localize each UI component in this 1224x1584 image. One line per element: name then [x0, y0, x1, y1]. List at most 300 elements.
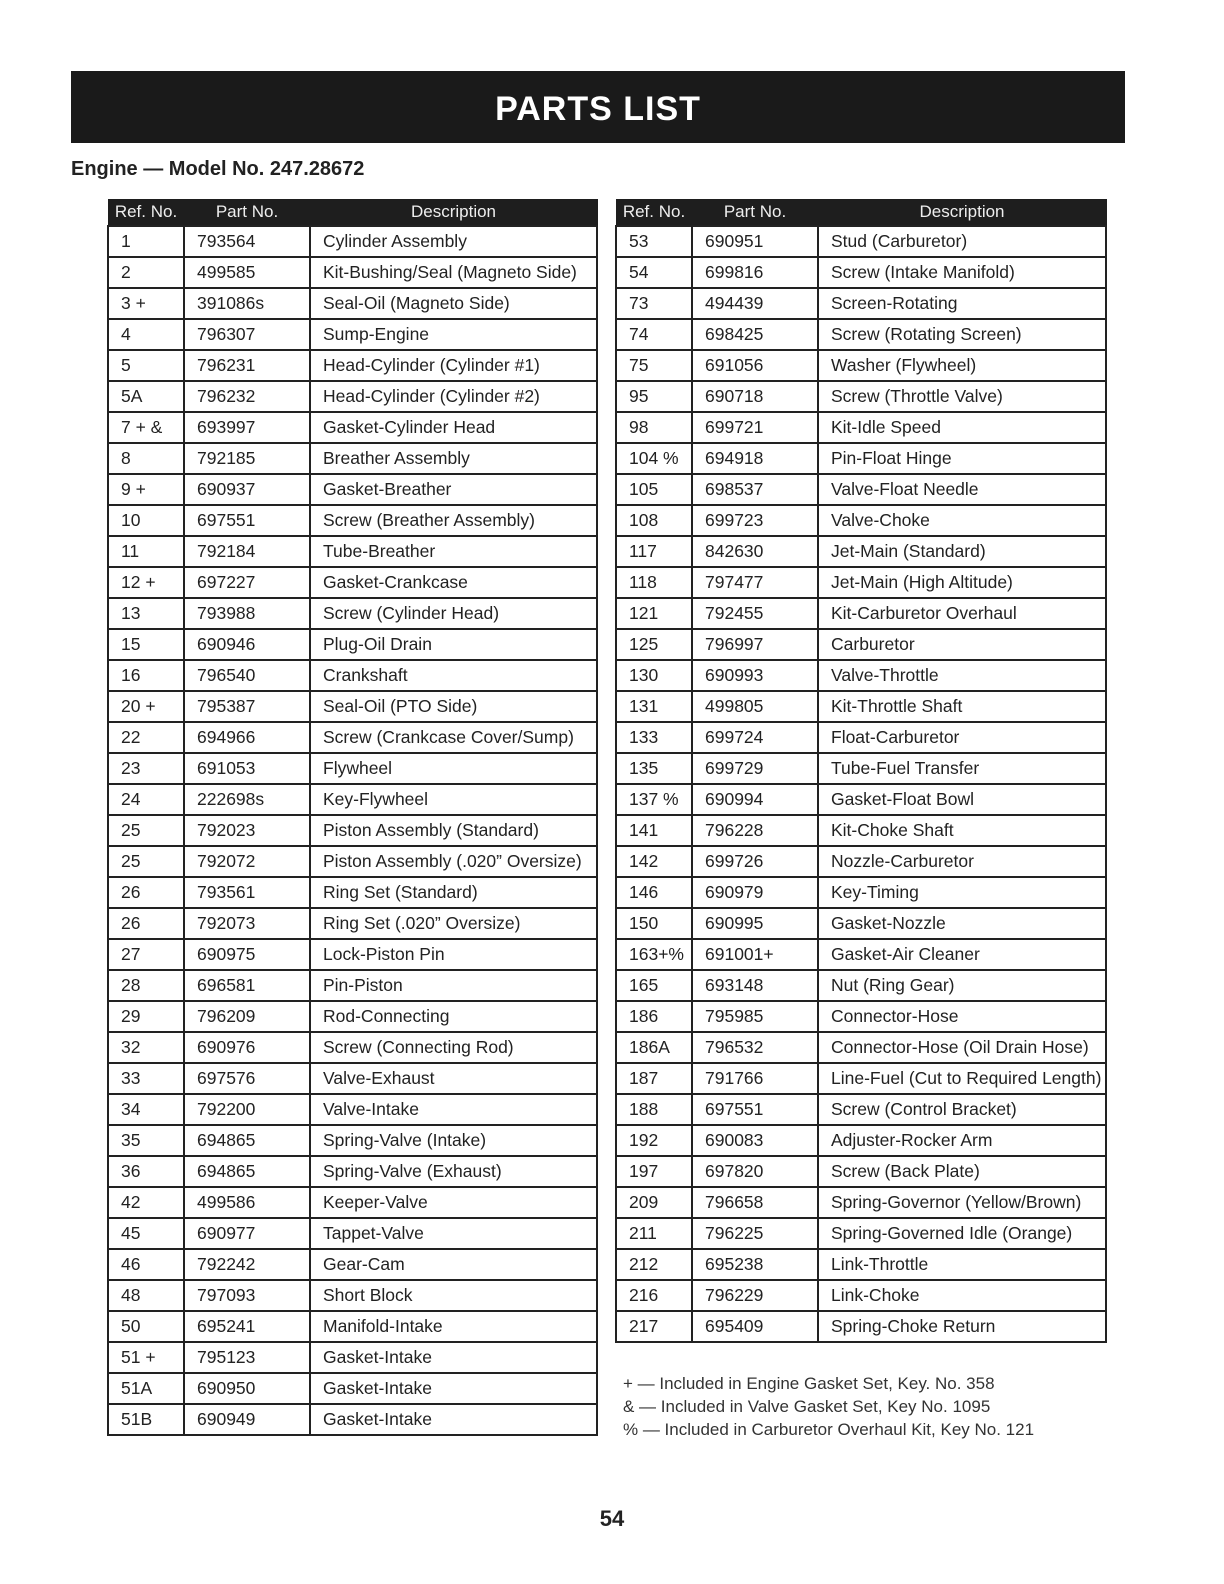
table-row: [108, 1373, 597, 1404]
table-row: [108, 846, 597, 877]
table-row: [108, 753, 597, 784]
table-row: [108, 970, 597, 1001]
table-row: [108, 598, 597, 629]
part-no-cell: 695238: [692, 1249, 818, 1280]
description-cell: Screen-Rotating: [818, 288, 1106, 319]
description-cell: Connector-Hose: [818, 1001, 1106, 1032]
ref-no-cell: 5: [108, 350, 184, 381]
table-row: [108, 1032, 597, 1063]
ref-no-cell: 216: [616, 1280, 692, 1311]
footnote-valve-gasket: & — Included in Valve Gasket Set, Key No. 1095: [623, 1397, 991, 1416]
table-row: [108, 319, 597, 350]
description-cell: Jet-Main (High Altitude): [818, 567, 1106, 598]
ref-no-cell: 7 + &: [108, 412, 184, 443]
table-row: [108, 1187, 597, 1218]
table-row: [108, 1218, 597, 1249]
description-cell: Gasket-Nozzle: [818, 908, 1106, 939]
description-cell: Keeper-Valve: [310, 1187, 597, 1218]
table-row: [616, 629, 1106, 660]
description-cell: Gasket-Intake: [310, 1373, 597, 1404]
part-no-cell: 696581: [184, 970, 310, 1001]
description-cell: Kit-Choke Shaft: [818, 815, 1106, 846]
part-no-cell: 690950: [184, 1373, 310, 1404]
part-no-cell: 796532: [692, 1032, 818, 1063]
description-cell: Seal-Oil (Magneto Side): [310, 288, 597, 319]
table-row: [616, 598, 1106, 629]
description-cell: Nozzle-Carburetor: [818, 846, 1106, 877]
description-cell: Tappet-Valve: [310, 1218, 597, 1249]
table-row: [616, 784, 1106, 815]
part-no-cell: 792185: [184, 443, 310, 474]
ref-no-cell: 32: [108, 1032, 184, 1063]
description-cell: Link-Choke: [818, 1280, 1106, 1311]
ref-no-cell: 130: [616, 660, 692, 691]
part-no-cell: 796658: [692, 1187, 818, 1218]
part-no-cell: 697551: [184, 505, 310, 536]
table-row: [108, 1001, 597, 1032]
ref-no-cell: 108: [616, 505, 692, 536]
table-row: [616, 660, 1106, 691]
description-cell: Spring-Valve (Intake): [310, 1125, 597, 1156]
part-no-cell: 793988: [184, 598, 310, 629]
ref-no-cell: 73: [616, 288, 692, 319]
table-row: [108, 1125, 597, 1156]
description-cell: Key-Flywheel: [310, 784, 597, 815]
description-cell: Spring-Valve (Exhaust): [310, 1156, 597, 1187]
part-no-cell: 694865: [184, 1156, 310, 1187]
part-no-cell: 690976: [184, 1032, 310, 1063]
part-no-cell: 693148: [692, 970, 818, 1001]
description-cell: Kit-Carburetor Overhaul: [818, 598, 1106, 629]
part-no-cell: 698425: [692, 319, 818, 350]
part-no-cell: 796209: [184, 1001, 310, 1032]
ref-no-cell: 197: [616, 1156, 692, 1187]
table-row: [108, 1063, 597, 1094]
table-row: [108, 443, 597, 474]
part-no-cell: 499805: [692, 691, 818, 722]
part-no-cell: 796225: [692, 1218, 818, 1249]
table-row: [108, 350, 597, 381]
ref-no-cell: 217: [616, 1311, 692, 1342]
ref-no-cell: 29: [108, 1001, 184, 1032]
part-no-cell: 690977: [184, 1218, 310, 1249]
ref-no-cell: 121: [616, 598, 692, 629]
ref-no-cell: 125: [616, 629, 692, 660]
ref-no-cell: 28: [108, 970, 184, 1001]
part-no-cell: 694918: [692, 443, 818, 474]
ref-no-cell: 9 +: [108, 474, 184, 505]
part-no-cell: 699816: [692, 257, 818, 288]
part-no-cell: 697227: [184, 567, 310, 598]
ref-no-cell: 45: [108, 1218, 184, 1249]
description-cell: Piston Assembly (Standard): [310, 815, 597, 846]
table-row: [108, 908, 597, 939]
part-no-cell: 691001+: [692, 939, 818, 970]
part-no-cell: 693997: [184, 412, 310, 443]
parts-list-banner: PARTS LIST: [71, 71, 1125, 143]
description-cell: Screw (Back Plate): [818, 1156, 1106, 1187]
table-row: [616, 1125, 1106, 1156]
header-description: Description: [310, 199, 597, 226]
table-row: [108, 288, 597, 319]
description-cell: Valve-Throttle: [818, 660, 1106, 691]
description-cell: Gasket-Breather: [310, 474, 597, 505]
description-cell: Gear-Cam: [310, 1249, 597, 1280]
table-row: [616, 908, 1106, 939]
part-no-cell: 796228: [692, 815, 818, 846]
table-row: [616, 1187, 1106, 1218]
table-row: [108, 474, 597, 505]
description-cell: Pin-Piston: [310, 970, 597, 1001]
description-cell: Kit-Bushing/Seal (Magneto Side): [310, 257, 597, 288]
description-cell: Screw (Connecting Rod): [310, 1032, 597, 1063]
table-row: [616, 288, 1106, 319]
description-cell: Ring Set (Standard): [310, 877, 597, 908]
description-cell: Valve-Choke: [818, 505, 1106, 536]
description-cell: Valve-Intake: [310, 1094, 597, 1125]
description-cell: Head-Cylinder (Cylinder #2): [310, 381, 597, 412]
part-no-cell: 796997: [692, 629, 818, 660]
header-ref-no: Ref. No.: [616, 199, 692, 226]
description-cell: Short Block: [310, 1280, 597, 1311]
ref-no-cell: 135: [616, 753, 692, 784]
part-no-cell: 699723: [692, 505, 818, 536]
table-row: [616, 1311, 1106, 1342]
table-row: [108, 1311, 597, 1342]
parts-table-right: [615, 199, 1107, 1343]
description-cell: Plug-Oil Drain: [310, 629, 597, 660]
ref-no-cell: 186A: [616, 1032, 692, 1063]
description-cell: Screw (Throttle Valve): [818, 381, 1106, 412]
part-no-cell: 690995: [692, 908, 818, 939]
ref-no-cell: 209: [616, 1187, 692, 1218]
table-row: [616, 257, 1106, 288]
description-cell: Kit-Throttle Shaft: [818, 691, 1106, 722]
part-no-cell: 793561: [184, 877, 310, 908]
description-cell: Piston Assembly (.020” Oversize): [310, 846, 597, 877]
part-no-cell: 494439: [692, 288, 818, 319]
ref-no-cell: 187: [616, 1063, 692, 1094]
ref-no-cell: 75: [616, 350, 692, 381]
description-cell: Gasket-Cylinder Head: [310, 412, 597, 443]
ref-no-cell: 133: [616, 722, 692, 753]
ref-no-cell: 35: [108, 1125, 184, 1156]
part-no-cell: 499585: [184, 257, 310, 288]
description-cell: Manifold-Intake: [310, 1311, 597, 1342]
table-row: [616, 350, 1106, 381]
description-cell: Screw (Crankcase Cover/Sump): [310, 722, 597, 753]
description-cell: Kit-Idle Speed: [818, 412, 1106, 443]
table-row: [616, 567, 1106, 598]
ref-no-cell: 104 %: [616, 443, 692, 474]
table-row: [616, 1156, 1106, 1187]
header-part-no: Part No.: [184, 199, 310, 226]
part-no-cell: 699729: [692, 753, 818, 784]
ref-no-cell: 48: [108, 1280, 184, 1311]
ref-no-cell: 95: [616, 381, 692, 412]
table-row: [108, 629, 597, 660]
ref-no-cell: 5A: [108, 381, 184, 412]
part-no-cell: 699724: [692, 722, 818, 753]
part-no-cell: 797477: [692, 567, 818, 598]
table-row: [616, 474, 1106, 505]
part-no-cell: 792242: [184, 1249, 310, 1280]
table-row: [616, 412, 1106, 443]
part-no-cell: 690937: [184, 474, 310, 505]
ref-no-cell: 33: [108, 1063, 184, 1094]
ref-no-cell: 163+%: [616, 939, 692, 970]
ref-no-cell: 4: [108, 319, 184, 350]
description-cell: Ring Set (.020” Oversize): [310, 908, 597, 939]
table-row: [108, 1342, 597, 1373]
table-row: [108, 257, 597, 288]
description-cell: Cylinder Assembly: [310, 226, 597, 257]
ref-no-cell: 27: [108, 939, 184, 970]
description-cell: Lock-Piston Pin: [310, 939, 597, 970]
part-no-cell: 792072: [184, 846, 310, 877]
table-row: [108, 567, 597, 598]
part-no-cell: 690083: [692, 1125, 818, 1156]
description-cell: Gasket-Crankcase: [310, 567, 597, 598]
part-no-cell: 699721: [692, 412, 818, 443]
part-no-cell: 222698s: [184, 784, 310, 815]
table-row: [616, 1001, 1106, 1032]
description-cell: Screw (Cylinder Head): [310, 598, 597, 629]
table-row: [108, 1280, 597, 1311]
table-row: [616, 226, 1106, 257]
part-no-cell: 796307: [184, 319, 310, 350]
header-part-no: Part No.: [692, 199, 818, 226]
description-cell: Screw (Control Bracket): [818, 1094, 1106, 1125]
part-no-cell: 792200: [184, 1094, 310, 1125]
table-row: [616, 970, 1106, 1001]
table-row: [616, 1063, 1106, 1094]
part-no-cell: 690951: [692, 226, 818, 257]
part-no-cell: 792455: [692, 598, 818, 629]
table-row: [616, 1218, 1106, 1249]
description-cell: Gasket-Intake: [310, 1404, 597, 1435]
ref-no-cell: 165: [616, 970, 692, 1001]
table-row: [108, 815, 597, 846]
table-row: [616, 815, 1106, 846]
ref-no-cell: 26: [108, 877, 184, 908]
description-cell: Gasket-Float Bowl: [818, 784, 1106, 815]
table-row: [108, 381, 597, 412]
description-cell: Flywheel: [310, 753, 597, 784]
part-no-cell: 795123: [184, 1342, 310, 1373]
description-cell: Spring-Governor (Yellow/Brown): [818, 1187, 1106, 1218]
part-no-cell: 792073: [184, 908, 310, 939]
table-row: [616, 846, 1106, 877]
table-row: [616, 939, 1106, 970]
table-row: [616, 319, 1106, 350]
ref-no-cell: 16: [108, 660, 184, 691]
part-no-cell: 695241: [184, 1311, 310, 1342]
ref-no-cell: 25: [108, 815, 184, 846]
ref-no-cell: 46: [108, 1249, 184, 1280]
parts-table-left: [107, 199, 598, 1436]
ref-no-cell: 22: [108, 722, 184, 753]
table-row: [108, 536, 597, 567]
description-cell: Connector-Hose (Oil Drain Hose): [818, 1032, 1106, 1063]
page-number: 54: [599, 1506, 625, 1531]
description-cell: Gasket-Air Cleaner: [818, 939, 1106, 970]
table-row: [616, 443, 1106, 474]
description-cell: Tube-Breather: [310, 536, 597, 567]
part-no-cell: 690949: [184, 1404, 310, 1435]
table-row: [108, 691, 597, 722]
table-row: [616, 1249, 1106, 1280]
table-row: [616, 877, 1106, 908]
table-row: [108, 722, 597, 753]
table-row: [108, 784, 597, 815]
ref-no-cell: 118: [616, 567, 692, 598]
table-row: [108, 660, 597, 691]
table-header-row: [616, 199, 1106, 226]
ref-no-cell: 50: [108, 1311, 184, 1342]
table-row: [616, 1094, 1106, 1125]
table-row: [108, 1249, 597, 1280]
table-row: [108, 877, 597, 908]
part-no-cell: 792184: [184, 536, 310, 567]
table-row: [108, 1156, 597, 1187]
ref-no-cell: 150: [616, 908, 692, 939]
table-header-row: [108, 199, 597, 226]
ref-no-cell: 131: [616, 691, 692, 722]
part-no-cell: 842630: [692, 536, 818, 567]
footnotes: [623, 1372, 1034, 1441]
part-no-cell: 797093: [184, 1280, 310, 1311]
description-cell: Rod-Connecting: [310, 1001, 597, 1032]
description-cell: Line-Fuel (Cut to Required Length): [818, 1063, 1106, 1094]
description-cell: Screw (Breather Assembly): [310, 505, 597, 536]
ref-no-cell: 24: [108, 784, 184, 815]
part-no-cell: 796540: [184, 660, 310, 691]
part-no-cell: 697820: [692, 1156, 818, 1187]
footnote-carburetor-kit: % — Included in Carburetor Overhaul Kit, Key No. 121: [623, 1420, 1035, 1439]
table-row: [108, 412, 597, 443]
part-no-cell: 795387: [184, 691, 310, 722]
description-cell: Crankshaft: [310, 660, 597, 691]
description-cell: Head-Cylinder (Cylinder #1): [310, 350, 597, 381]
table-row: [616, 722, 1106, 753]
part-no-cell: 690993: [692, 660, 818, 691]
part-no-cell: 690979: [692, 877, 818, 908]
part-no-cell: 793564: [184, 226, 310, 257]
description-cell: Screw (Rotating Screen): [818, 319, 1106, 350]
table-row: [616, 753, 1106, 784]
ref-no-cell: 74: [616, 319, 692, 350]
part-no-cell: 690718: [692, 381, 818, 412]
ref-no-cell: 2: [108, 257, 184, 288]
ref-no-cell: 186: [616, 1001, 692, 1032]
ref-no-cell: 54: [616, 257, 692, 288]
part-no-cell: 792023: [184, 815, 310, 846]
ref-no-cell: 8: [108, 443, 184, 474]
description-cell: Seal-Oil (PTO Side): [310, 691, 597, 722]
part-no-cell: 796231: [184, 350, 310, 381]
part-no-cell: 697576: [184, 1063, 310, 1094]
ref-no-cell: 23: [108, 753, 184, 784]
ref-no-cell: 10: [108, 505, 184, 536]
ref-no-cell: 188: [616, 1094, 692, 1125]
part-no-cell: 691056: [692, 350, 818, 381]
ref-no-cell: 1: [108, 226, 184, 257]
part-no-cell: 796232: [184, 381, 310, 412]
table-row: [108, 505, 597, 536]
table-row: [108, 939, 597, 970]
ref-no-cell: 51A: [108, 1373, 184, 1404]
table-row: [108, 1404, 597, 1435]
part-no-cell: 690946: [184, 629, 310, 660]
part-no-cell: 690975: [184, 939, 310, 970]
ref-no-cell: 25: [108, 846, 184, 877]
ref-no-cell: 192: [616, 1125, 692, 1156]
part-no-cell: 499586: [184, 1187, 310, 1218]
ref-no-cell: 36: [108, 1156, 184, 1187]
ref-no-cell: 15: [108, 629, 184, 660]
ref-no-cell: 26: [108, 908, 184, 939]
ref-no-cell: 117: [616, 536, 692, 567]
table-row: [616, 381, 1106, 412]
description-cell: Tube-Fuel Transfer: [818, 753, 1106, 784]
part-no-cell: 695409: [692, 1311, 818, 1342]
ref-no-cell: 212: [616, 1249, 692, 1280]
part-no-cell: 694966: [184, 722, 310, 753]
description-cell: Jet-Main (Standard): [818, 536, 1106, 567]
description-cell: Link-Throttle: [818, 1249, 1106, 1280]
description-cell: Float-Carburetor: [818, 722, 1106, 753]
part-no-cell: 698537: [692, 474, 818, 505]
description-cell: Gasket-Intake: [310, 1342, 597, 1373]
ref-no-cell: 141: [616, 815, 692, 846]
description-cell: Sump-Engine: [310, 319, 597, 350]
ref-no-cell: 13: [108, 598, 184, 629]
part-no-cell: 690994: [692, 784, 818, 815]
part-no-cell: 391086s: [184, 288, 310, 319]
ref-no-cell: 137 %: [616, 784, 692, 815]
ref-no-cell: 51B: [108, 1404, 184, 1435]
ref-no-cell: 11: [108, 536, 184, 567]
table-row: [616, 1280, 1106, 1311]
description-cell: Washer (Flywheel): [818, 350, 1106, 381]
ref-no-cell: 146: [616, 877, 692, 908]
part-no-cell: 697551: [692, 1094, 818, 1125]
description-cell: Spring-Choke Return: [818, 1311, 1106, 1342]
part-no-cell: 796229: [692, 1280, 818, 1311]
engine-model-subtitle: Engine — Model No. 247.28672: [71, 158, 365, 180]
description-cell: Nut (Ring Gear): [818, 970, 1106, 1001]
description-cell: Breather Assembly: [310, 443, 597, 474]
header-description: Description: [818, 199, 1106, 226]
part-no-cell: 791766: [692, 1063, 818, 1094]
description-cell: Spring-Governed Idle (Orange): [818, 1218, 1106, 1249]
ref-no-cell: 211: [616, 1218, 692, 1249]
part-no-cell: 795985: [692, 1001, 818, 1032]
description-cell: Carburetor: [818, 629, 1106, 660]
table-row: [616, 536, 1106, 567]
description-cell: Valve-Float Needle: [818, 474, 1106, 505]
description-cell: Screw (Intake Manifold): [818, 257, 1106, 288]
ref-no-cell: 20 +: [108, 691, 184, 722]
description-cell: Valve-Exhaust: [310, 1063, 597, 1094]
header-ref-no: Ref. No.: [108, 199, 184, 226]
ref-no-cell: 12 +: [108, 567, 184, 598]
ref-no-cell: 105: [616, 474, 692, 505]
footnote-engine-gasket: + — Included in Engine Gasket Set, Key. No. 358: [623, 1374, 995, 1393]
ref-no-cell: 51 +: [108, 1342, 184, 1373]
table-row: [616, 691, 1106, 722]
